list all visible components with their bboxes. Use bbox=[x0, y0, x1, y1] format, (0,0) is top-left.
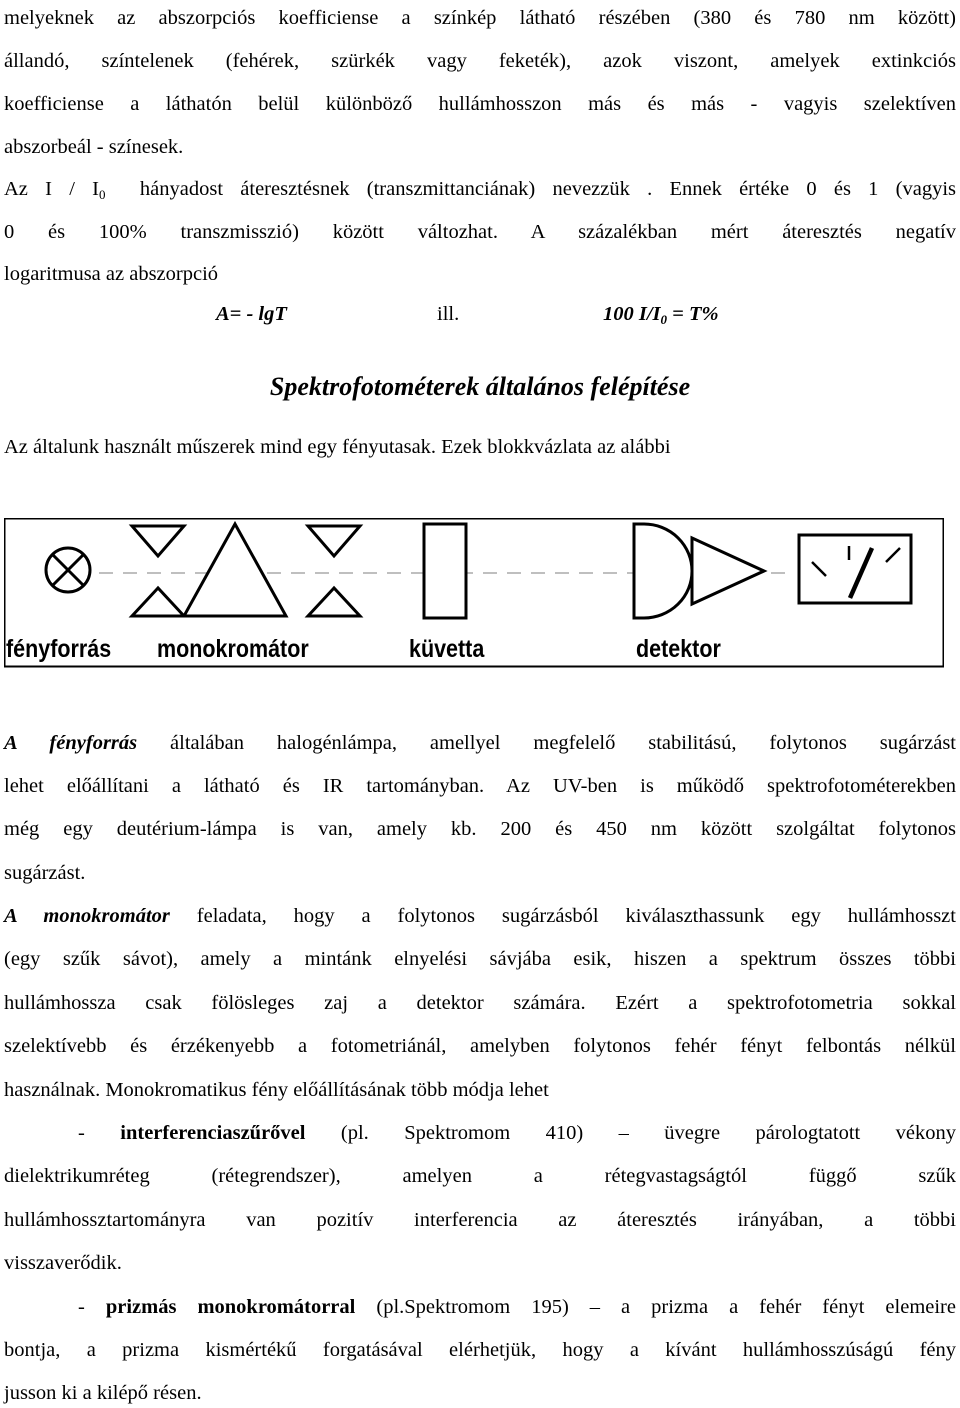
text-line: lehet előállítani a látható és IR tartományban. Az UV-ben is működő spektrofotométerekben bbox=[4, 775, 956, 797]
text-line: használnak. Monokromatikus fény előállításának több módja lehet bbox=[4, 1079, 549, 1101]
subscript: 0 bbox=[660, 312, 668, 327]
label-light-source: fényforrás bbox=[6, 635, 112, 663]
text-fragment: A fényforrás általában halogénlámpa, amellyel megfelelő stabilitású, folytonos sugárzást bbox=[4, 732, 956, 754]
text-line: bontja, a prizma kismértékű forgatásával elérhetjük, hogy a kívánt hullámhosszúságú fény bbox=[4, 1339, 956, 1361]
section-heading: Spektrofotométerek általános felépítése bbox=[269, 372, 691, 401]
text-line: koefficiense a láthatón belül különböző hullámhosszon más és más - vagyis szelektíven bbox=[4, 93, 956, 115]
text-line bbox=[4, 730, 956, 756]
label-detector: detektor bbox=[636, 635, 721, 663]
text-line bbox=[78, 1120, 956, 1146]
cuvette-icon bbox=[424, 524, 466, 618]
text-line: jusson ki a kilépő résen. bbox=[4, 1382, 202, 1404]
text-line bbox=[78, 1294, 956, 1320]
text-fragment: Az I / $I_0$ hányadost áteresztésnek (transzmittanciának) nevezzük . Ennek értéke 0 és 1 (vagyis bbox=[4, 178, 956, 202]
lamp-icon bbox=[46, 548, 90, 592]
detector-icon bbox=[634, 524, 764, 618]
text-line bbox=[4, 176, 956, 202]
text-fragment: - prizmás monokromátorral (pl.Spektromom 195) – a prizma a fehér fényt elemeire bbox=[78, 1296, 956, 1318]
text-line: szelektívebb és érzékenyebb a fotometriánál, amelyben folytonos fehér fényt felbontás nélkül bbox=[4, 1035, 956, 1057]
text-line: hullámhossztartományra van pozitív interferencia az áteresztés irányában, a többi bbox=[4, 1209, 956, 1231]
text-line: dielektrikumréteg (rétegrendszer), amelyen a rétegvastagságtól függő szűk bbox=[4, 1165, 956, 1187]
subscript: 0 bbox=[98, 187, 106, 202]
label-monochromator: monokromátor bbox=[157, 635, 309, 663]
meter-icon bbox=[799, 535, 911, 603]
term-prism-monochromator: prizmás monokromátorral bbox=[105, 1296, 356, 1318]
term-monochromator: A monokromátor bbox=[4, 905, 170, 927]
formula-connector: ill. bbox=[437, 303, 460, 325]
text-fragment: A monokromátor feladata, hogy a folytonos sugárzásból kiválaszthassunk egy hullámhosszt bbox=[4, 905, 956, 927]
label-cuvette: küvetta bbox=[409, 635, 485, 663]
formula-absorbance: A= - lgT bbox=[216, 303, 287, 325]
text-line: (egy szűk sávot), amely a mintánk elnyelési sávjába esik, hiszen a spektrum összes többi bbox=[4, 948, 956, 970]
term-interference-filter: interferenciaszűrővel bbox=[120, 1122, 306, 1144]
text-line: Az általunk használt műszerek mind egy fényutasak. Ezek blokkvázlata az alábbi bbox=[4, 436, 671, 458]
text-line: melyeknek az abszorpciós koefficiense a színkép látható részében (380 és 780 nm között) bbox=[4, 7, 956, 29]
text-fragment: - interferenciaszűrővel (pl. Spektromom 410) – üvegre párologtatott vékony bbox=[78, 1122, 957, 1144]
text-line: logaritmusa az abszorpció bbox=[4, 263, 219, 285]
text-line: sugárzást. bbox=[4, 862, 86, 884]
text-line: még egy deutérium-lámpa is van, amely kb. 200 és 450 nm között szolgáltat folytonos bbox=[4, 818, 956, 840]
text-line bbox=[4, 903, 956, 929]
text-line: hullámhossza csak fölösleges zaj a detektor számára. Ezért a spektrofotometria sokkal bbox=[4, 992, 956, 1014]
monochromator-icon bbox=[132, 524, 360, 616]
text-line: visszaverődik. bbox=[4, 1252, 122, 1274]
text-line: 0 és 100% transzmisszió) között változhat. A százalékban mért áteresztés negatív bbox=[4, 221, 956, 243]
text-line: állandó, színtelenek (fehérek, szürkék vagy feketék), azok viszont, amelyek extinkciós bbox=[4, 50, 956, 72]
term-light-source: A fényforrás bbox=[4, 732, 138, 754]
text-line: abszorbeál - színesek. bbox=[4, 136, 184, 158]
formula-transmittance: 100 $I/I_0 = T\%$ bbox=[603, 303, 719, 327]
